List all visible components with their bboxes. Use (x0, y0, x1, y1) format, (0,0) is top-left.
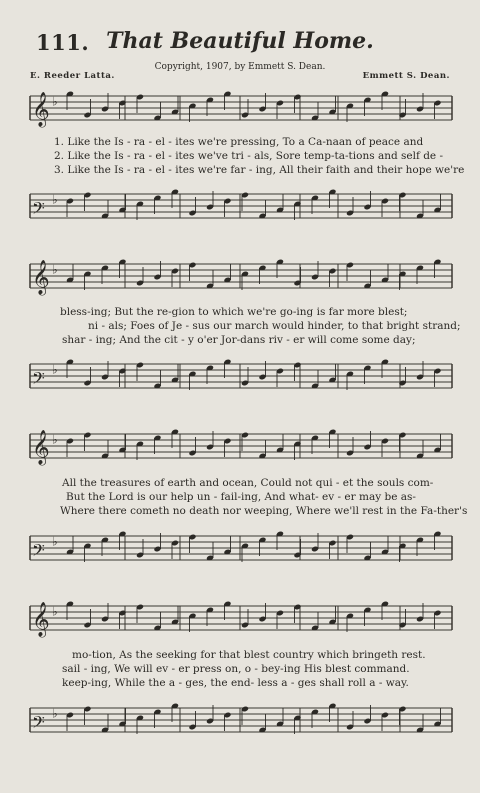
treble-staff-system-3 (0, 426, 480, 476)
svg-text:♭: ♭ (52, 94, 58, 109)
svg-text:♭: ♭ (52, 262, 58, 277)
copyright-notice: Copyright, 1907, by Emmett S. Dean. (154, 62, 326, 72)
lyrics-system-1 (0, 133, 480, 193)
lyric-line: keep-ing, While the a - ges, the end- less a - ges shall roll a - way. (62, 677, 409, 689)
lyric-line: ni - als; Foes of Je - sus our march would hinder, to that bright strand; (88, 320, 461, 332)
lyrics-system-3 (0, 474, 480, 534)
composer-credit: Emmett S. Dean. (362, 71, 450, 81)
svg-text:𝄞: 𝄞 (32, 92, 50, 127)
bass-staff-system-3 (0, 528, 480, 578)
svg-text:♭: ♭ (52, 534, 58, 549)
lyric-line: shar - ing; And the cit - y o'er Jor-dans riv - er will come some day; (62, 334, 416, 346)
bass-staff-system-1 (0, 186, 480, 236)
lyric-line: sail - ing, We will ev - er press on, o - bey-ing His blest command. (62, 663, 410, 675)
svg-text:♭: ♭ (52, 604, 58, 619)
svg-text:𝄢: 𝄢 (32, 540, 45, 564)
svg-text:𝄢: 𝄢 (32, 368, 45, 392)
lyrics-system-4 (0, 646, 480, 706)
bass-staff-system-2 (0, 356, 480, 406)
lyrics-system-2 (0, 303, 480, 363)
lyric-line: 1. Like the Is - ra - el - ites we're pressing, To a Ca-naan of peace and (54, 136, 424, 148)
svg-text:𝄞: 𝄞 (32, 602, 50, 637)
treble-staff-system-1 (0, 88, 480, 138)
svg-text:𝄞: 𝄞 (32, 430, 50, 465)
lyric-line: Where there cometh no death nor weeping, Where we'll rest in the Fa-ther's (60, 505, 468, 517)
svg-text:𝄢: 𝄢 (32, 198, 45, 222)
treble-staff-system-2 (0, 256, 480, 306)
svg-text:𝄞: 𝄞 (32, 260, 50, 295)
lyric-line: But the Lord is our help un - fail-ing, And what- ev - er may be as- (66, 491, 416, 503)
lyric-line: 2. Like the Is - ra - el - ites we've tri - als, Sore temp-ta-tions and self de - (54, 150, 444, 162)
lyricist-credit: E. Reeder Latta. (30, 71, 115, 81)
svg-text:𝄢: 𝄢 (32, 712, 45, 736)
hymn-number: 111. (36, 30, 90, 55)
lyric-line: mo-tion, As the seeking for that blest country which bringeth rest. (72, 649, 426, 661)
svg-text:♭: ♭ (52, 432, 58, 447)
svg-text:♭: ♭ (52, 192, 58, 207)
treble-staff-system-4 (0, 598, 480, 648)
svg-text:♭: ♭ (52, 362, 58, 377)
hymn-title: That Beautiful Home. (106, 28, 374, 54)
svg-text:♭: ♭ (52, 706, 58, 721)
lyric-line: bless-ing; But the re-gion to which we're go-ing is far more blest; (60, 306, 408, 318)
bass-staff-system-4 (0, 700, 480, 750)
lyric-line: All the treasures of earth and ocean, Could not qui - et the souls com- (62, 477, 434, 489)
lyric-line: 3. Like the Is - ra - el - ites we're far - ing, All their faith and their hope we're (54, 164, 465, 176)
